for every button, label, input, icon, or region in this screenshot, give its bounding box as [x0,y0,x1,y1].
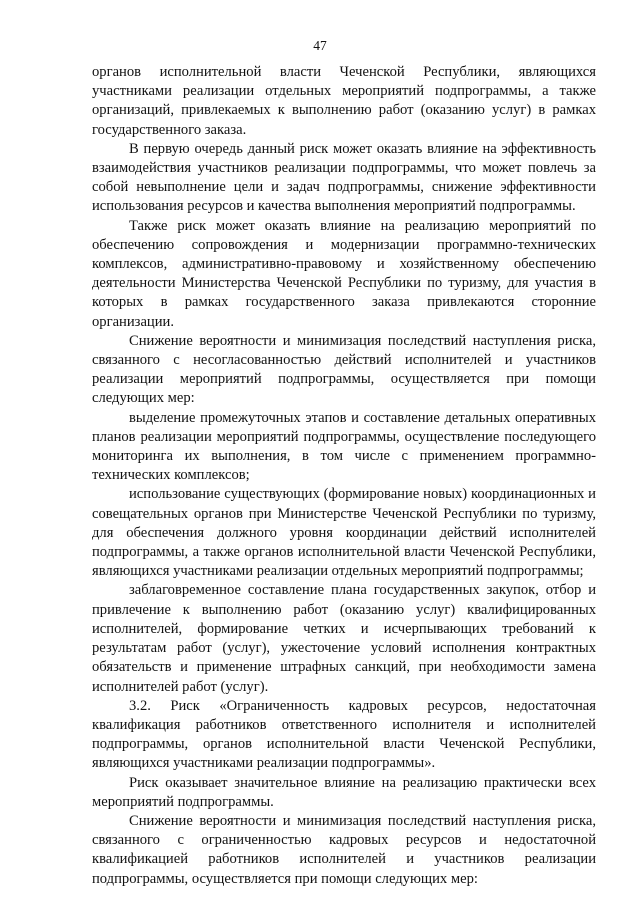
list-item-intermediate-stages: выделение промежуточных этапов и составление детальных оперативных планов реализации мероприятий подпрограммы, осуществление последующего мониторинга их выполнения, в том числе с применением программно-технических комплексов; [92,409,596,484]
list-item-procurement-plan: заблаговременное составление плана государственных закупок, отбор и привлечение к выполнению работ (оказанию услуг) квалифицированных исполнителей, формирование четких и исчерпывающих требований к результатам работ (услуг), ужесточение условий исполнения контрактных обязательств и применение штрафных санкций, при необходимости замена исполнителей работ (услуг). [92,582,596,695]
paragraph-mitigation-intro-2: Снижение вероятности и минимизация последствий наступления риска, связанного с ограниченностью кадровых ресурсов и недостаточной квалификацией работников исполнителей и участников реализации подпрограммы, осуществляется при помощи следующих мер: [92,812,596,887]
document-body [92,63,596,889]
paragraph-risk-influence: Также риск может оказать влияние на реализацию мероприятий по обеспечению сопровождения и модернизации программно-технических комплексов, административно-правовому и хозяйственному обеспечению деятельности Министерства Чеченской Республики по туризму, для участия в которых в рамках государственного заказа привлекаются сторонние организации. [92,217,596,330]
paragraph-risk-significance: Риск оказывает значительное влияние на реализацию практически всех мероприятий подпрограммы. [92,774,596,810]
page-number: 47 [313,38,327,53]
section-3-2-risk-heading: 3.2. Риск «Ограниченность кадровых ресурсов, недостаточная квалификация работников ответственного исполнителя и исполнителей подпрограммы, органов исполнительной власти Чеченской Республики, являющихся участниками реализации подпрограммы». [92,697,596,772]
paragraph-continuation: органов исполнительной власти Чеченской Республики, являющихся участниками реализации отдельных мероприятий подпрограммы, а также организаций, привлекаемых к выполнению работ (оказанию услуг) в рамках государственного заказа. [92,64,596,138]
paragraph-mitigation-intro: Снижение вероятности и минимизация последствий наступления риска, связанного с несогласованностью действий исполнителей и участников реализации мероприятий подпрограммы, осуществляется при помощи следующих мер: [92,332,596,407]
list-item-coordination-bodies: использование существующих (формирование новых) координационных и совещательных органов при Министерстве Чеченской Республики по туризму, для обеспечения должного уровня координации действий исполнителей подпрограммы, а также органов исполнительной власти Чеченской Республики, являющихся участниками реализации отдельных мероприятий подпрограммы; [92,486,596,580]
paragraph-risk-impact: В первую очередь данный риск может оказать влияние на эффективность взаимодействия участников реализации подпрограммы, что может повлечь за собой невыполнение цели и задач подпрограммы, снижение эффективности использования ресурсов и качества выполнения мероприятий подпрограммы. [92,140,596,215]
